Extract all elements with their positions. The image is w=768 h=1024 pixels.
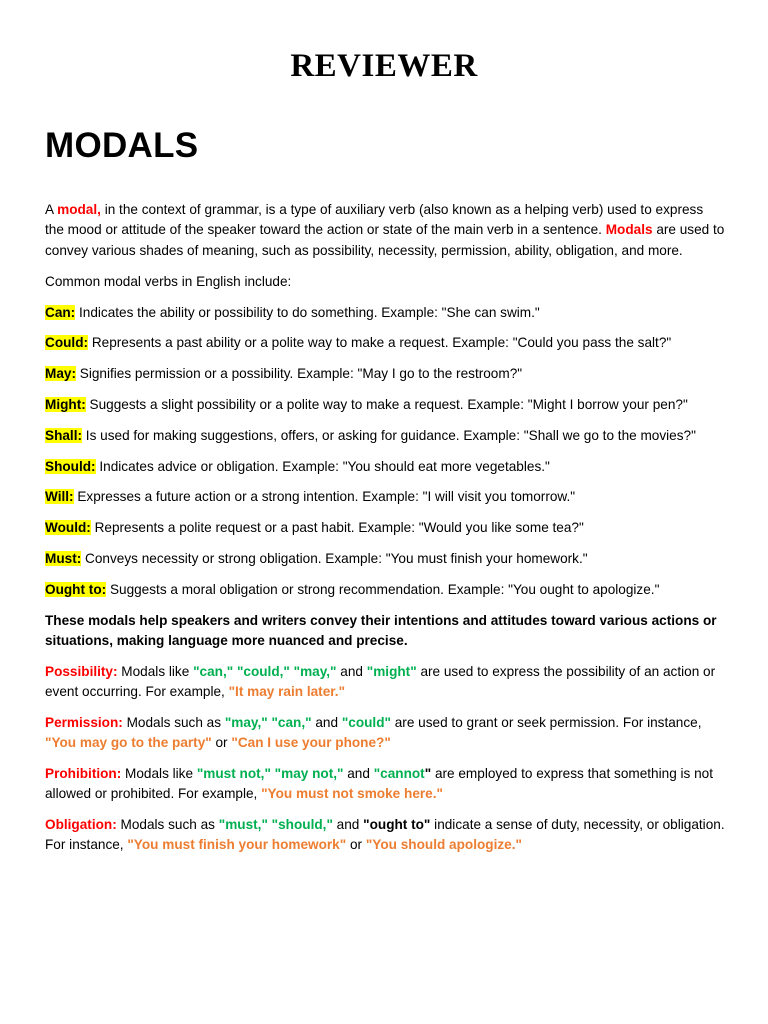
- modal-description: Indicates advice or obligation. Example: "You should eat more vegetables.": [99, 458, 550, 474]
- category-text: or: [349, 837, 363, 853]
- intro-paragraph: [45, 200, 725, 261]
- modal-description: Is used for making suggestions, offers, or asking for guidance. Example: "Shall we go to the movies?": [85, 427, 696, 443]
- common-modals-intro: Common modal verbs in English include:: [45, 273, 292, 289]
- modal-term: Can:: [45, 304, 76, 320]
- category-text: Modals like: [121, 663, 190, 679]
- modal-term: Must:: [45, 551, 82, 567]
- keyword-modal: modal,: [57, 202, 101, 217]
- modal-item: [45, 333, 725, 353]
- modal-item: [45, 303, 725, 323]
- category-text: and: [340, 663, 363, 679]
- modal-description: Signifies permission or a possibility. Example: "May I go to the restroom?": [79, 366, 523, 382]
- intro-text: A: [45, 202, 54, 217]
- category-text: or: [215, 735, 228, 751]
- category-obligation: [45, 815, 725, 856]
- category-possibility: [45, 662, 725, 703]
- modal-examples: "ought to": [363, 817, 431, 833]
- category-text: are used to express the possibility of an action or event occurring. For example,: [45, 663, 716, 700]
- modal-examples: "may," "can,": [224, 714, 312, 730]
- modal-examples: "cannot: [373, 765, 425, 781]
- keyword-modals: Modals: [605, 222, 653, 238]
- summary-paragraph: These modals help speakers and writers convey their intentions and attitudes toward various actions or situations, making language more nuanced and precise.: [45, 612, 717, 648]
- category-text: and: [347, 765, 370, 781]
- modal-item: [45, 457, 725, 477]
- example-sentence: "You should apologize.": [365, 837, 522, 853]
- modal-term: Shall:: [45, 427, 83, 443]
- example-sentence: "You may go to the party": [45, 735, 212, 751]
- section-heading: MODALS: [45, 126, 199, 165]
- modal-examples: "must," "should,": [218, 817, 333, 833]
- category-text: Modals such as: [120, 817, 215, 833]
- category-text: Modals such as: [126, 714, 222, 730]
- category-label: Possibility:: [45, 663, 118, 679]
- modal-examples: "can," "could," "may,": [193, 663, 337, 679]
- modal-description: Represents a past ability or a polite way to make a request. Example: "Could you pass the salt?": [91, 335, 672, 351]
- document-title: REVIEWER: [290, 48, 478, 84]
- modal-description: Expresses a future action or a strong intention. Example: "I will visit you tomorrow.": [77, 489, 576, 505]
- category-prohibition: [45, 764, 725, 805]
- category-text: and: [315, 714, 339, 730]
- example-sentence: "It may rain later.": [228, 684, 346, 700]
- modal-term: Ought to:: [45, 581, 107, 597]
- modal-term: Will:: [45, 489, 74, 505]
- modal-item: [45, 518, 725, 538]
- modal-term: Should:: [45, 458, 96, 474]
- modal-item: [45, 364, 725, 384]
- modal-description: Conveys necessity or strong obligation. Example: "You must finish your homework.": [85, 551, 588, 567]
- modal-examples: "could": [341, 714, 391, 730]
- modal-description: Represents a polite request or a past habit. Example: "Would you like some tea?": [94, 520, 584, 536]
- category-label: Permission:: [45, 714, 123, 730]
- document-body: [45, 200, 725, 866]
- modal-term: Could:: [45, 335, 89, 351]
- closing-quote: ": [424, 765, 432, 781]
- modal-item: [45, 487, 725, 507]
- example-sentence: "Can I use your phone?": [231, 735, 391, 751]
- modal-description: Suggests a moral obligation or strong recommendation. Example: "You ought to apologize.": [109, 581, 660, 597]
- intro-text: in the context of grammar, is a type of auxiliary verb (also known as a helping verb) used to express the mood or attitude of the speaker toward the action or state of the main verb in a sentence.: [45, 202, 704, 238]
- modal-item: [45, 549, 725, 569]
- modal-item: [45, 395, 725, 415]
- modal-term: Might:: [45, 397, 86, 413]
- modal-examples: "might": [366, 663, 417, 679]
- example-sentence: "You must not smoke here.": [261, 786, 443, 802]
- modal-item: [45, 580, 725, 600]
- category-label: Obligation:: [45, 817, 117, 833]
- modal-term: May:: [45, 366, 76, 382]
- modal-item: [45, 426, 725, 446]
- intro-text: are used to convey various shades of meaning, such as possibility, necessity, permission, ability, obligation, and more.: [45, 222, 725, 258]
- modal-examples: "must not," "may not,": [196, 765, 344, 781]
- example-sentence: "You must finish your homework": [127, 837, 347, 853]
- category-label: Prohibition:: [45, 765, 122, 781]
- category-text: Modals like: [125, 765, 194, 781]
- category-text: are employed to express that something is not allowed or prohibited. For example,: [45, 765, 714, 802]
- category-permission: [45, 713, 725, 754]
- modal-term: Would:: [45, 520, 91, 536]
- category-text: indicate a sense of duty, necessity, or obligation. For instance,: [45, 817, 725, 853]
- category-text: and: [336, 817, 360, 833]
- modal-description: Indicates the ability or possibility to do something. Example: "She can swim.": [79, 304, 540, 320]
- modal-description: Suggests a slight possibility or a polite way to make a request. Example: "Might I borrow your pen?": [89, 397, 688, 413]
- category-text: are used to grant or seek permission. For instance,: [394, 714, 702, 730]
